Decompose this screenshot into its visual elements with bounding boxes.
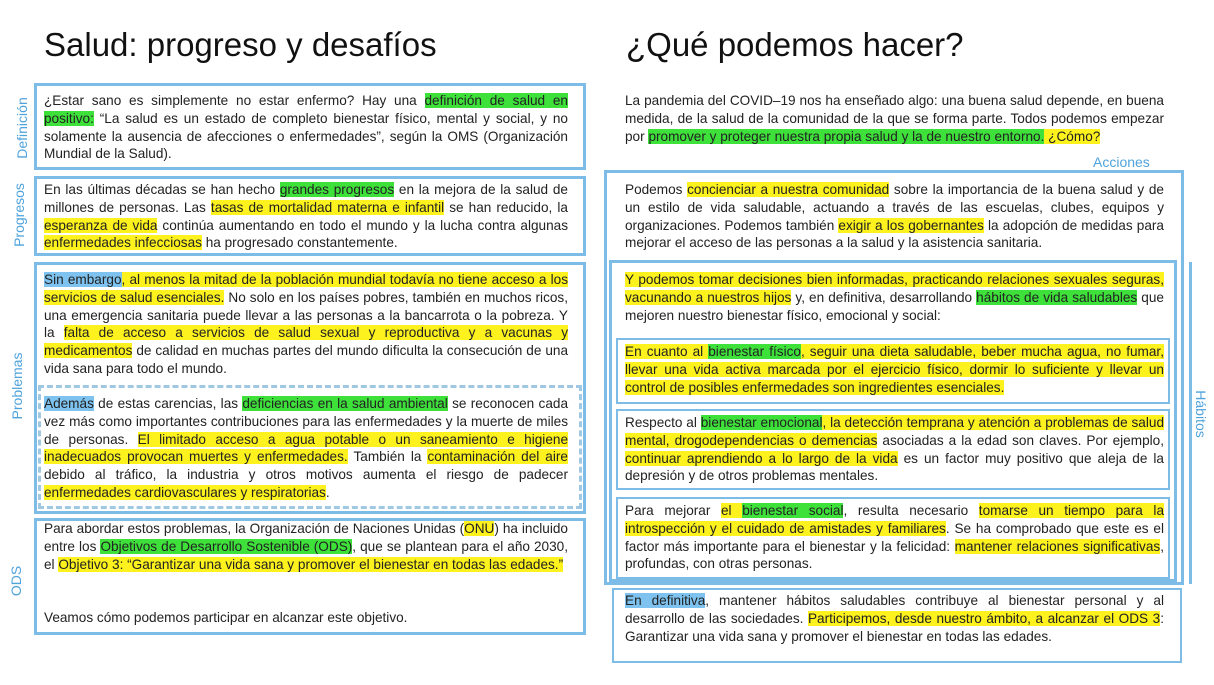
- label-habitos: Hábitos: [1193, 390, 1209, 438]
- progresos-text: En las últimas décadas se han hecho grandes progresos en la mejora de la salud de millones de personas. Las tasas de mortalidad materna e infantil se han reducido, la esperanza de vida continúa aumentando en todo el mundo y la lucha contra algunas enfermedades infecciosas ha progresado constantemente.: [44, 182, 568, 251]
- intro-text: La pandemia del COVID–19 nos ha enseñado algo: una buena salud depende, en buena medida, de la salud de la comunidad de la que se forma parte. Todos podemos empezar por promover y proteger nuestra propia salud y la de nuestro entorno. ¿Cómo?: [625, 93, 1164, 144]
- ods-text-2: Veamos cómo podemos participar en alcanzar este objetivo.: [44, 610, 408, 625]
- label-acciones: Acciones: [1093, 154, 1150, 170]
- habitos-intro-text: Y podemos tomar decisiones bien informadas, practicando relaciones sexuales seguras, vacunando a nuestros hijos y, en definitiva, desarrollando hábitos de vida saludables que mejoren nuestro bienestar físico, emocional y social:: [625, 272, 1164, 323]
- right-title: ¿Qué podemos hacer?: [626, 26, 964, 63]
- fisico-text: En cuanto al bienestar físico, seguir una dieta saludable, beber mucha agua, no fumar, llevar una vida activa marcada por el ejercicio físico, dormir lo suficiente y llevar un control de posibles enfermedades son ingredientes esenciales.: [625, 344, 1164, 395]
- ods-text: Para abordar estos problemas, la Organización de Naciones Unidas (ONU) ha incluido entre los Objetivos de Desarrollo Sostenible (ODS), que se plantean para el año 2030, el Objetivo 3: “Garantizar una vida sana y promover el bienestar en todas las edades.”: [44, 521, 568, 572]
- label-ods: ODS: [8, 565, 24, 597]
- social-text: Para mejorar el bienestar social, resulta necesario tomarse un tiempo para la introspección y el cuidado de amistades y familiares. Se ha comprobado que este es el factor más importante para el bienestar y la felicidad: mantener relaciones significativas, profundas, con otras personas.: [625, 503, 1165, 572]
- problemas-text-2: Además de estas carencias, las deficiencias en la salud ambiental se reconocen cada vez más como importantes contribuciones para las enfermedades y la muerte de miles de personas. El limitado acceso a agua potable o un saneamiento e higiene inadecuados provocan muertes y enfermedades. También la contaminación del aire debido al tráfico, la industria y otros motivos aumenta el riesgo de padecer enfermedades cardiovasculares y respiratorias.: [44, 396, 569, 500]
- conclusion-text: En definitiva, mantener hábitos saludables contribuye al bienestar personal y al desarrollo de las sociedades. Participemos, desde nuestro ámbito, a alcanzar el ODS 3: Garantizar una vida sana y promover el bienestar en todas las edades.: [625, 593, 1164, 644]
- label-problemas: Problemas: [9, 352, 25, 420]
- label-definicion: Definición: [14, 97, 30, 159]
- problemas-text-1: Sin embargo, al menos la mitad de la población mundial todavía no tiene acceso a los servicios de salud esenciales. No solo en los países pobres, también en muchos ricos, una emergencia sanitaria puede llevar a las personas a la bancarrota o la pobreza. Y la falta de acceso a servicios de salud sexual y reproductiva y a vacunas y medicamentos de calidad en muchas partes del mundo dificulta la consecución de una vida sana para todo el mundo.: [44, 272, 569, 376]
- acciones-text: Podemos concienciar a nuestra comunidad sobre la importancia de la buena salud y de un estilo de vida saludable, actuando a través de las escuelas, clubes, equipos y organizaciones. Podemos también exigir a los gobernantes la adopción de medidas para mejorar el acceso de las personas a la salud y la asistencia sanitaria.: [625, 182, 1164, 251]
- label-progresos: Progresos: [11, 183, 27, 247]
- left-title: Salud: progreso y desafíos: [44, 26, 437, 63]
- definicion-text: ¿Estar sano es simplemente no estar enfermo? Hay una definición de salud en positivo: “La salud es un estado de completo bienestar físico, mental y social, y no solamente la ausencia de afecciones o enfermedades”, según la OMS (Organización Mundial de la Salud).: [44, 93, 568, 162]
- habitos-bracket: [1189, 262, 1192, 584]
- emocional-text: Respecto al bienestar emocional, la detección temprana y atención a problemas de salud mental, drogodependencias o demencias asociadas a la edad son claves. Por ejemplo, continuar aprendiendo a lo largo de la vida es un factor muy positivo que aleja de la depresión y de otros problemas mentales.: [625, 415, 1165, 484]
